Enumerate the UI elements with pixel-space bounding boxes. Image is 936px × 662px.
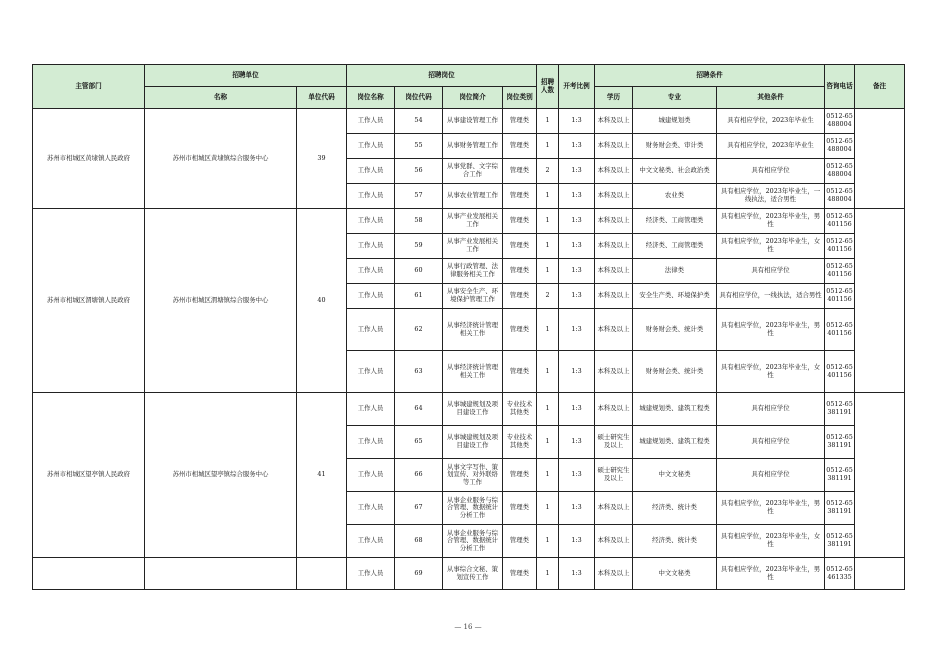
count-cell: 1 — [537, 492, 559, 525]
edu-cell: 本科及以上 — [595, 492, 633, 525]
post-name-cell: 工作人员 — [347, 159, 395, 184]
post-code-cell: 60 — [395, 259, 443, 284]
unit-code-cell — [297, 558, 347, 590]
ratio-cell: 1:3 — [559, 459, 595, 492]
edu-cell: 本科及以上 — [595, 525, 633, 558]
header-cond-group: 招聘条件 — [595, 65, 825, 87]
unit-code-cell: 40 — [297, 209, 347, 393]
count-cell: 1 — [537, 109, 559, 134]
post-name-cell: 工作人员 — [347, 558, 395, 590]
ratio-cell: 1:3 — [559, 109, 595, 134]
major-cell: 经济类、统计类 — [633, 525, 717, 558]
post-code-cell: 59 — [395, 234, 443, 259]
post-type-cell: 管理类 — [503, 309, 537, 351]
header-other: 其他条件 — [717, 87, 825, 109]
post-code-cell: 61 — [395, 284, 443, 309]
post-name-cell: 工作人员 — [347, 209, 395, 234]
table-row — [33, 393, 905, 426]
post-type-cell: 管理类 — [503, 351, 537, 393]
major-cell: 经济类、工商管理类 — [633, 234, 717, 259]
ratio-cell: 1:3 — [559, 393, 595, 426]
ratio-cell: 1:3 — [559, 492, 595, 525]
count-cell: 2 — [537, 159, 559, 184]
post-code-cell: 69 — [395, 558, 443, 590]
post-type-cell: 专业技术其他类 — [503, 393, 537, 426]
count-cell: 1 — [537, 234, 559, 259]
dept-cell: 苏州市相城区渭塘镇人民政府 — [33, 209, 145, 393]
post-name-cell: 工作人员 — [347, 234, 395, 259]
post-name-cell: 工作人员 — [347, 525, 395, 558]
post-desc-cell: 从事党群、文字综合工作 — [443, 159, 503, 184]
post-code-cell: 68 — [395, 525, 443, 558]
edu-cell: 本科及以上 — [595, 234, 633, 259]
post-code-cell: 58 — [395, 209, 443, 234]
post-desc-cell: 从事产业发展相关工作 — [443, 209, 503, 234]
other-cell: 具有相应学位，2023年毕业生，女性 — [717, 525, 825, 558]
remark-cell — [855, 209, 905, 393]
post-name-cell: 工作人员 — [347, 492, 395, 525]
major-cell: 城建规划类、建筑工程类 — [633, 426, 717, 459]
major-cell: 中文文秘类 — [633, 459, 717, 492]
ratio-cell: 1:3 — [559, 558, 595, 590]
count-cell: 1 — [537, 525, 559, 558]
ratio-cell: 1:3 — [559, 525, 595, 558]
unit-code-cell: 39 — [297, 109, 347, 209]
count-cell: 1 — [537, 459, 559, 492]
dept-cell: 苏州市相城区黄埭镇人民政府 — [33, 109, 145, 209]
phone-cell: 0512-65488004 — [825, 159, 855, 184]
ratio-cell: 1:3 — [559, 209, 595, 234]
other-cell: 具有相应学位，2023年毕业生，女性 — [717, 234, 825, 259]
other-cell: 具有相应学位，2023年毕业生 — [717, 109, 825, 134]
phone-cell: 0512-65401156 — [825, 209, 855, 234]
edu-cell: 硕士研究生及以上 — [595, 426, 633, 459]
other-cell: 具有相应学位 — [717, 259, 825, 284]
phone-cell: 0512-65488004 — [825, 109, 855, 134]
count-cell: 1 — [537, 184, 559, 209]
dept-cell: 苏州市相城区望亭镇人民政府 — [33, 393, 145, 558]
phone-cell: 0512-65461335 — [825, 558, 855, 590]
header-unit-code: 单位代码 — [297, 87, 347, 109]
count-cell: 1 — [537, 134, 559, 159]
post-desc-cell: 从事企业服务与综合管理、数据统计分析工作 — [443, 492, 503, 525]
edu-cell: 本科及以上 — [595, 109, 633, 134]
phone-cell: 0512-65381191 — [825, 393, 855, 426]
post-code-cell: 63 — [395, 351, 443, 393]
header-ratio: 开考比例 — [559, 65, 595, 109]
post-type-cell: 专业技术其他类 — [503, 426, 537, 459]
table-body — [33, 109, 905, 590]
post-desc-cell: 从事财务管理工作 — [443, 134, 503, 159]
post-code-cell: 56 — [395, 159, 443, 184]
header-dept: 主管部门 — [33, 65, 145, 109]
post-type-cell: 管理类 — [503, 558, 537, 590]
post-code-cell: 57 — [395, 184, 443, 209]
post-desc-cell: 从事经济统计管理相关工作 — [443, 309, 503, 351]
post-name-cell: 工作人员 — [347, 134, 395, 159]
ratio-cell: 1:3 — [559, 259, 595, 284]
edu-cell: 本科及以上 — [595, 259, 633, 284]
post-type-cell: 管理类 — [503, 234, 537, 259]
other-cell: 具有相应学位，2023年毕业生，男性 — [717, 492, 825, 525]
major-cell: 经济类、工商管理类 — [633, 209, 717, 234]
edu-cell: 硕士研究生及以上 — [595, 459, 633, 492]
count-cell: 1 — [537, 259, 559, 284]
phone-cell: 0512-65381191 — [825, 525, 855, 558]
table-row — [33, 209, 905, 234]
count-cell: 1 — [537, 393, 559, 426]
post-name-cell: 工作人员 — [347, 284, 395, 309]
remark-cell — [855, 558, 905, 590]
post-type-cell: 管理类 — [503, 109, 537, 134]
other-cell: 具有相应学位，2023年毕业生，男性 — [717, 309, 825, 351]
recruitment-table — [32, 64, 905, 590]
ratio-cell: 1:3 — [559, 159, 595, 184]
dept-cell — [33, 558, 145, 590]
post-name-cell: 工作人员 — [347, 259, 395, 284]
major-cell: 城建规划类、建筑工程类 — [633, 393, 717, 426]
count-cell: 1 — [537, 351, 559, 393]
post-type-cell: 管理类 — [503, 134, 537, 159]
count-cell: 1 — [537, 558, 559, 590]
post-code-cell: 55 — [395, 134, 443, 159]
header-unit-name: 名称 — [145, 87, 297, 109]
post-name-cell: 工作人员 — [347, 351, 395, 393]
post-name-cell: 工作人员 — [347, 426, 395, 459]
phone-cell: 0512-65401156 — [825, 234, 855, 259]
count-cell: 1 — [537, 309, 559, 351]
post-desc-cell: 从事城建规划及项目建设工作 — [443, 426, 503, 459]
edu-cell: 本科及以上 — [595, 209, 633, 234]
other-cell: 具有相应学位 — [717, 459, 825, 492]
header-post-group: 招聘岗位 — [347, 65, 537, 87]
major-cell: 财务财会类、审计类 — [633, 134, 717, 159]
post-desc-cell: 从事经济统计管理相关工作 — [443, 351, 503, 393]
post-code-cell: 64 — [395, 393, 443, 426]
post-desc-cell: 从事建设管理工作 — [443, 109, 503, 134]
post-desc-cell: 从事综合文秘、策划宣传工作 — [443, 558, 503, 590]
post-type-cell: 管理类 — [503, 259, 537, 284]
remark-cell — [855, 109, 905, 209]
phone-cell: 0512-65488004 — [825, 134, 855, 159]
post-desc-cell: 从事文字写作、策划宣传、对外联络等工作 — [443, 459, 503, 492]
post-type-cell: 管理类 — [503, 184, 537, 209]
major-cell: 农业类 — [633, 184, 717, 209]
edu-cell: 本科及以上 — [595, 393, 633, 426]
phone-cell: 0512-65401156 — [825, 284, 855, 309]
phone-cell: 0512-65381191 — [825, 459, 855, 492]
other-cell: 具有相应学位，2023年毕业生，男性 — [717, 209, 825, 234]
ratio-cell: 1:3 — [559, 184, 595, 209]
phone-cell: 0512-65401156 — [825, 259, 855, 284]
edu-cell: 本科及以上 — [595, 558, 633, 590]
unit-code-cell: 41 — [297, 393, 347, 558]
major-cell: 法律类 — [633, 259, 717, 284]
unit-name-cell — [145, 558, 297, 590]
edu-cell: 本科及以上 — [595, 284, 633, 309]
other-cell: 具有相应学位，2023年毕业生，男性 — [717, 558, 825, 590]
edu-cell: 本科及以上 — [595, 309, 633, 351]
ratio-cell: 1:3 — [559, 284, 595, 309]
page-number: — 16 — — [454, 623, 482, 631]
post-desc-cell: 从事农业管理工作 — [443, 184, 503, 209]
post-code-cell: 67 — [395, 492, 443, 525]
other-cell: 具有相应学位，2023年毕业生，女性 — [717, 351, 825, 393]
header-remark: 备注 — [855, 65, 905, 109]
other-cell: 具有相应学位，一线执法，适合男性 — [717, 284, 825, 309]
edu-cell: 本科及以上 — [595, 184, 633, 209]
post-code-cell: 54 — [395, 109, 443, 134]
count-cell: 1 — [537, 209, 559, 234]
major-cell: 财务财会类、统计类 — [633, 309, 717, 351]
post-type-cell: 管理类 — [503, 284, 537, 309]
post-desc-cell: 从事安全生产、环境保护管理工作 — [443, 284, 503, 309]
header-post-desc: 岗位简介 — [443, 87, 503, 109]
post-desc-cell: 从事城建规划及项目建设工作 — [443, 393, 503, 426]
post-code-cell: 65 — [395, 426, 443, 459]
post-code-cell: 62 — [395, 309, 443, 351]
ratio-cell: 1:3 — [559, 134, 595, 159]
phone-cell: 0512-65381191 — [825, 426, 855, 459]
header-unit-group: 招聘单位 — [145, 65, 347, 87]
header-post-code: 岗位代码 — [395, 87, 443, 109]
phone-cell: 0512-65488004 — [825, 184, 855, 209]
unit-name-cell: 苏州市相城区望亭镇综合服务中心 — [145, 393, 297, 558]
header-phone: 咨询电话 — [825, 65, 855, 109]
post-desc-cell: 从事企业服务与综合管理、数据统计分析工作 — [443, 525, 503, 558]
major-cell: 中文文秘类、社会政治类 — [633, 159, 717, 184]
other-cell: 具有相应学位 — [717, 159, 825, 184]
phone-cell: 0512-65381191 — [825, 492, 855, 525]
header-post-name: 岗位名称 — [347, 87, 395, 109]
post-type-cell: 管理类 — [503, 525, 537, 558]
header-post-type: 岗位类别 — [503, 87, 537, 109]
header-count: 招聘人数 — [537, 65, 559, 109]
count-cell: 2 — [537, 284, 559, 309]
post-name-cell: 工作人员 — [347, 309, 395, 351]
post-code-cell: 66 — [395, 459, 443, 492]
header-edu: 学历 — [595, 87, 633, 109]
phone-cell: 0512-65401156 — [825, 309, 855, 351]
ratio-cell: 1:3 — [559, 234, 595, 259]
phone-cell: 0512-65401156 — [825, 351, 855, 393]
major-cell: 中文文秘类 — [633, 558, 717, 590]
table-row — [33, 109, 905, 134]
post-type-cell: 管理类 — [503, 159, 537, 184]
post-name-cell: 工作人员 — [347, 109, 395, 134]
other-cell: 具有相应学位，2023年毕业生，一线执法，适合男性 — [717, 184, 825, 209]
post-name-cell: 工作人员 — [347, 184, 395, 209]
edu-cell: 本科及以上 — [595, 351, 633, 393]
major-cell: 城建规划类 — [633, 109, 717, 134]
ratio-cell: 1:3 — [559, 309, 595, 351]
major-cell: 安全生产类、环境保护类 — [633, 284, 717, 309]
post-type-cell: 管理类 — [503, 459, 537, 492]
major-cell: 财务财会类、统计类 — [633, 351, 717, 393]
other-cell: 具有相应学位 — [717, 426, 825, 459]
header-major: 专业 — [633, 87, 717, 109]
post-name-cell: 工作人员 — [347, 459, 395, 492]
other-cell: 具有相应学位 — [717, 393, 825, 426]
edu-cell: 本科及以上 — [595, 134, 633, 159]
other-cell: 具有相应学位，2023年毕业生 — [717, 134, 825, 159]
major-cell: 经济类、统计类 — [633, 492, 717, 525]
post-desc-cell: 从事产业发展相关工作 — [443, 234, 503, 259]
post-name-cell: 工作人员 — [347, 393, 395, 426]
ratio-cell: 1:3 — [559, 426, 595, 459]
count-cell: 1 — [537, 426, 559, 459]
remark-cell — [855, 393, 905, 558]
unit-name-cell: 苏州市相城区渭塘镇综合服务中心 — [145, 209, 297, 393]
table-row — [33, 558, 905, 590]
post-desc-cell: 从事行政管理、法律服务相关工作 — [443, 259, 503, 284]
post-type-cell: 管理类 — [503, 492, 537, 525]
ratio-cell: 1:3 — [559, 351, 595, 393]
post-type-cell: 管理类 — [503, 209, 537, 234]
unit-name-cell: 苏州市相城区黄埭镇综合服务中心 — [145, 109, 297, 209]
edu-cell: 本科及以上 — [595, 159, 633, 184]
